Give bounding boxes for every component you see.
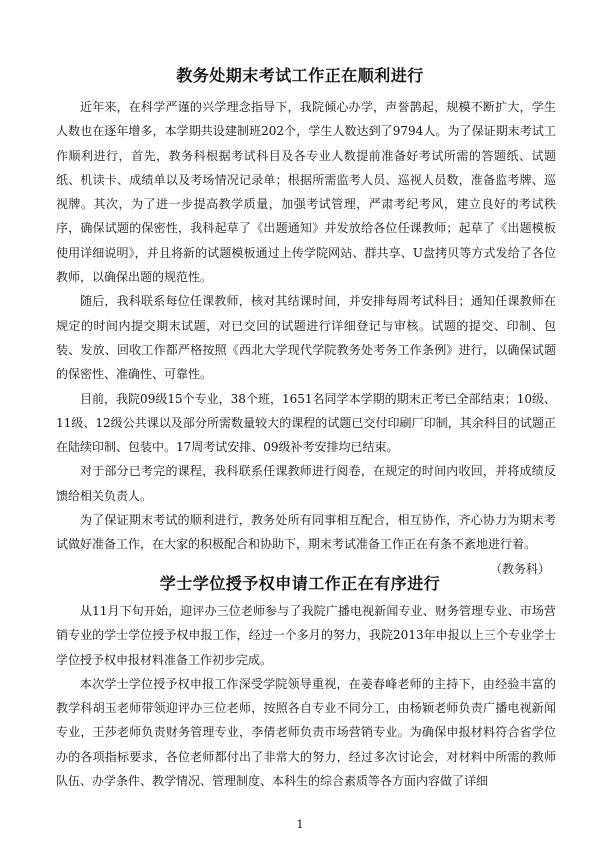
article-2-paragraph-2: 本次学士学位授予权申报工作深受学院领导重视，在姜春峰老师的主持下，由经验丰富的教学科胡玉老师带领迎评办三位老师，按照各自专业不同分工，由杨颖老师负责广播电视新闻专业，王莎老师负责财务管理专业，李倩老师负责市场营销专业。为确保申报材料符合省学位办的各项指标要求，各位老师都付出了非常大的努力，经过多次讨论会，对材料中所需的教师队伍、办学条件、教学情况、管理制度、本科生的综合素质等各方面内容做了详细 [56, 676, 556, 789]
article-1-paragraph-3: 目前，我院09级15个专业，38个班，1651名同学本学期的期末正考已全部结束；10级、11级、12级公共课以及部分所需数量较大的课程的试题已交付印刷厂印制，其余科目的试题正在陆续印制、包装中。17周考试安排、09级补考安排均已结束。 [56, 391, 556, 455]
article-1-paragraph-1: 近年来，在科学严谨的兴学理念指导下，我院倾心办学，声誉鹊起，规模不断扩大，学生人数也在逐年增多，本学期共设建制班202个，学生人数达到了9794人。为了保证期末考试工作顺利进行，首先，教务科根据考试科目及各专业人数提前准备好考试所需的答题纸、试题纸、机读卡、成绩单以及考场情况记录单；根据所需监考人员、巡视人员数，准备监考牌、巡视牌。其次，为了进一步提高教学质量，加强考试管理，严肃考纪考风，建立良好的考试秩序，确保试题的保密性，我科起草了《出题通知》并发放给各位任课教师；起草了《出题模板使用详细说明》，并且将新的试题模板通过上传学院网站、群共享、U盘拷贝等方式发给了各位教师，以确保出题的规范性。 [56, 100, 556, 285]
page-number: 1 [296, 818, 304, 831]
article-1-author: （教务科） [489, 561, 550, 576]
article-1-title: 教务处期末考试工作正在顺利进行 [176, 66, 424, 85]
article-1-paragraph-4: 对于部分已考完的课程，我科联系任课教师进行阅卷，在规定的时间内收回，并将成绩反馈给相关负责人。 [56, 464, 556, 503]
article-1-paragraph-2: 随后，我科联系每位任课教师，核对其结课时间，并安排每周考试科目；通知任课教师在规定的时间内提交期末试题，对已交回的试题进行详细登记与审核。试题的提交、印制、包装、发放、回收工作都严格按照《西北大学现代学院教务处考务工作条例》进行，以确保试题的保密性、准确性、可靠性。 [56, 294, 556, 382]
article-2-title: 学士学位授予权申请工作正在有序进行 [159, 574, 441, 593]
article-2-body [56, 599, 556, 793]
article-1-paragraph-5: 为了保证期末考试的顺利进行，教务处所有同事相互配合，相互协作，齐心协力为期末考试做好准备工作，在大家的积极配合和协助下，期末考试准备工作正在有条不紊地进行着。 [56, 513, 556, 552]
article-1-body [56, 95, 556, 581]
article-2-paragraph-1: 从11月下旬开始，迎评办三位老师参与了我院广播电视新闻专业、财务管理专业、市场营销专业的学士学位授予权申报工作，经过一个多月的努力，我院2013年申报以上三个专业学士学位授予权申报材料准备工作初步完成。 [56, 604, 556, 667]
